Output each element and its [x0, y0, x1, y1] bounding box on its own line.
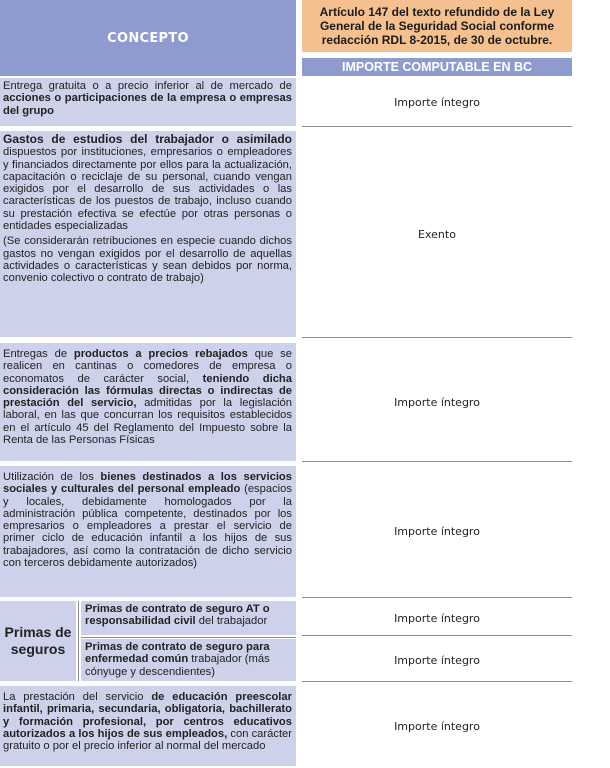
- article-header: Artículo 147 del texto refundido de la Ley General de la Seguridad Social conforme redacción RDL 8-2015, de 30 de octubre.: [302, 0, 572, 52]
- concept-text: del trabajador: [195, 615, 268, 628]
- primas-sub-divider: [81, 637, 296, 638]
- concept-note: (Se considerarán retribuciones en especie cuando dichos gastos no vengan exigidos por el desarrollo de aquellas actividades o características y sean debidos por norma, convenio colectivo o contrato de trabajo): [3, 235, 292, 285]
- concept-row-prima-at: [81, 601, 296, 635]
- concept-bold-text: bienes destinados a los servicios sociales y culturales del personal empleado: [3, 471, 292, 496]
- concept-text: con carácter gratuito o por el precio inferior al normal del mercado: [3, 727, 292, 753]
- concept-bold-text: acciones o participaciones de la empresa o empresas del grupo: [3, 92, 292, 117]
- value-row-educacion: Importe íntegro: [394, 719, 480, 733]
- concept-text: admitidas por la legislación laboral, en las que concurran los requisitos establecidos en el artículo 45 del Reglamento del Impuesto sobre la Renta de las Personas Físicas: [3, 397, 293, 447]
- concept-row-prima-enfermedad: [81, 639, 296, 681]
- value-row-gastos-estudios: Exento: [302, 131, 572, 338]
- concept-text: Utilización de los: [3, 471, 101, 483]
- concept-text: dispuestos por instituciones, empresarios o empleadores y financiados directamente por ellos para la actualización, capacitación o reciclaje de su personal, cuando vengan exigidos por el desarrollo de sus actividades o las características de los puestos de trabajo, incluso cuando su prestación efectiva se efectúe por otras personas o entidades especializadas: [3, 146, 292, 233]
- concept-row-gastos-estudios: [0, 131, 296, 337]
- value-row-bienes-servicios-sociales: Importe íntegro: [302, 466, 572, 598]
- concept-bold-text: productos a precios rebajados: [73, 348, 248, 360]
- concept-bold-text: Primas de contrato de seguro para enfermedad común: [85, 641, 270, 666]
- value-row-prima-at: Importe íntegro: [302, 601, 572, 636]
- value-row-productos-rebajados: Importe íntegro: [302, 343, 572, 462]
- importe-header: IMPORTE COMPUTABLE EN BC: [302, 58, 572, 76]
- concept-text: trabajador (más cónyuge y descendientes): [85, 653, 270, 678]
- concept-bold-text: Primas de contrato de seguro AT o responsabilidad civil: [85, 603, 270, 628]
- concept-row-acciones: [0, 78, 296, 126]
- concepto-header: CONCEPTO: [0, 0, 296, 76]
- concept-bold-text: de educación preescolar infantil, primaria, secundaria, obligatoria, bachillerato y formación profesional, por centros educativos autorizados a los hijos de sus empleados,: [3, 691, 292, 740]
- concept-text: que se realicen en cantinas o comedores de empresa o economatos de carácter social,: [3, 348, 292, 385]
- concept-bold-text: teniendo dicha consideración las fórmulas directas o indirectas de prestación del servicio,: [3, 372, 292, 410]
- concept-row-educacion: [0, 686, 296, 766]
- value-row-prima-enfermedad: Importe íntegro: [302, 639, 572, 682]
- concept-row-bienes-servicios-sociales: [0, 466, 296, 597]
- concept-text: Entrega gratuita o a precio inferior al de mercado de: [3, 80, 292, 92]
- primas-seguros-label: Primas de seguros: [0, 601, 76, 681]
- concept-text: La prestación del servicio: [3, 691, 152, 703]
- concept-text: Entregas de: [3, 348, 74, 360]
- concept-text: (espacios y locales, debidamente homologados por la administración pública competente, destinados por los empresarios o empleadores a prestar el servicio de primer ciclo de educación infantil a los hijos de sus trabajadores, así como la contratación de dicho servicio con terceros debidamente autorizados): [3, 483, 292, 570]
- concept-bold-text: Gastos de estudios del trabajador o asimilado: [3, 132, 292, 146]
- primas-divider: [78, 601, 79, 681]
- value-row-acciones: Importe íntegro: [302, 78, 572, 127]
- concept-row-productos-rebajados: [0, 343, 296, 461]
